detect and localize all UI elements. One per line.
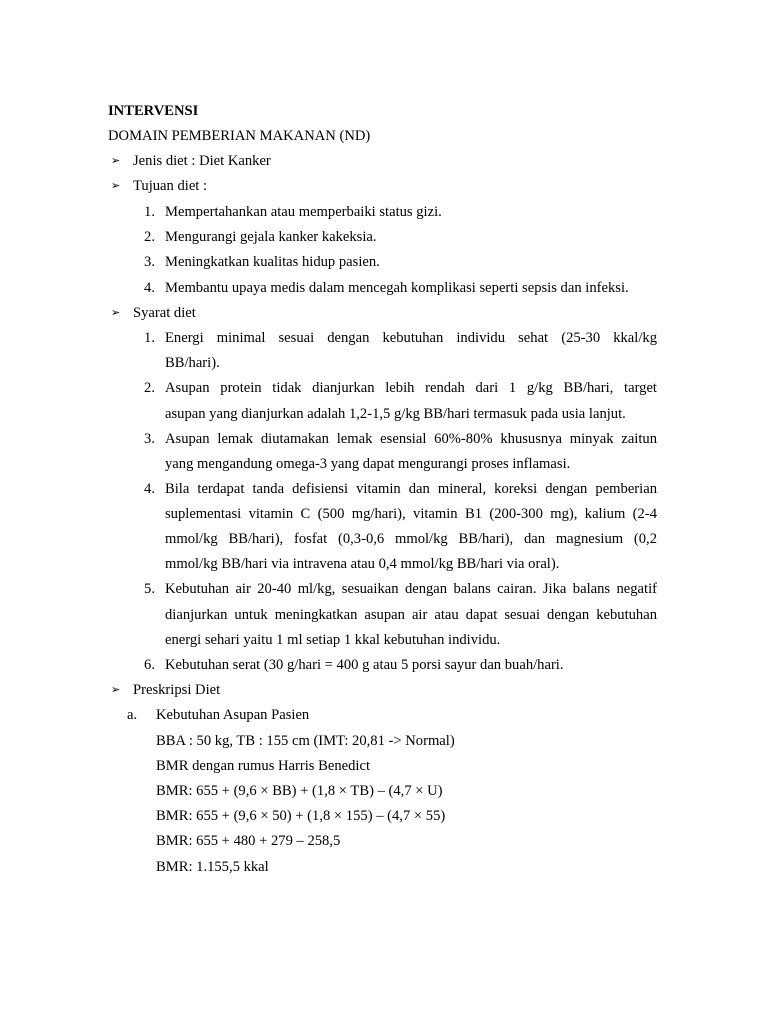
list-number: 4. bbox=[144, 481, 155, 497]
list-item-line: Bila terdapat tanda defisiensi vitamin dan mineral, koreksi dengan pemberian bbox=[165, 481, 657, 497]
list-item-line: dianjurkan untuk meningkatkan asupan air atau dapat sesuai dengan kebutuhan bbox=[165, 607, 657, 623]
list-number: 1. bbox=[144, 204, 155, 220]
bullet-arrow-icon: ➢ bbox=[111, 306, 121, 319]
sub-heading: Kebutuhan Asupan Pasien bbox=[156, 707, 310, 723]
calc-line: BBA : 50 kg, TB : 155 cm (IMT: 20,81 -> Normal) bbox=[156, 733, 455, 749]
list-number: 3. bbox=[144, 254, 155, 270]
list-number: 2. bbox=[144, 380, 155, 396]
list-number: 3. bbox=[144, 431, 155, 447]
list-item-line: Kebutuhan serat (30 g/hari = 400 g atau 5 porsi sayur dan buah/hari. bbox=[165, 657, 564, 673]
list-item-line: mmol/kg BB/hari via intravena atau 0,4 mmol/kg BB/hari via oral). bbox=[165, 556, 560, 572]
domain-title: DOMAIN PEMBERIAN MAKANAN (ND) bbox=[108, 128, 371, 144]
calc-line: BMR dengan rumus Harris Benedict bbox=[156, 758, 371, 774]
list-item-line: BB/hari). bbox=[165, 355, 220, 371]
list-item-line: Asupan lemak diutamakan lemak esensial 60%-80% khususnya minyak zaitun bbox=[165, 431, 657, 447]
preskripsi-label: Preskripsi Diet bbox=[133, 682, 221, 698]
jenis-diet-item: Jenis diet : Diet Kanker bbox=[133, 153, 271, 169]
list-number: 5. bbox=[144, 581, 155, 597]
list-number: 4. bbox=[144, 280, 155, 296]
section-heading: INTERVENSI bbox=[108, 103, 199, 119]
list-item-line: energi sehari yaitu 1 ml setiap 1 kkal kebutuhan individu. bbox=[165, 632, 501, 648]
list-item: Membantu upaya medis dalam mencegah komplikasi seperti sepsis dan infeksi. bbox=[165, 280, 629, 296]
bullet-arrow-icon: ➢ bbox=[111, 154, 121, 167]
syarat-label: Syarat diet bbox=[133, 305, 196, 321]
calc-line: BMR: 655 + (9,6 × BB) + (1,8 × TB) – (4,7 × U) bbox=[156, 783, 443, 799]
list-item-line: Asupan protein tidak dianjurkan lebih rendah dari 1 g/kg BB/hari, target bbox=[165, 380, 657, 396]
list-item-line: Kebutuhan air 20-40 ml/kg, sesuaikan dengan balans cairan. Jika balans negatif bbox=[165, 581, 657, 597]
list-item: Meningkatkan kualitas hidup pasien. bbox=[165, 254, 380, 270]
sub-letter: a. bbox=[127, 707, 138, 723]
bullet-arrow-icon: ➢ bbox=[111, 179, 121, 192]
calc-line: BMR: 655 + (9,6 × 50) + (1,8 × 155) – (4,7 × 55) bbox=[156, 808, 446, 824]
list-number: 6. bbox=[144, 657, 155, 673]
list-number: 1. bbox=[144, 330, 155, 346]
list-item-line: Energi minimal sesuai dengan kebutuhan individu sehat (25-30 kkal/kg bbox=[165, 330, 657, 346]
list-item-line: yang mengandung omega-3 yang dapat mengurangi proses inflamasi. bbox=[165, 456, 571, 472]
list-item: Mengurangi gejala kanker kakeksia. bbox=[165, 229, 377, 245]
bullet-arrow-icon: ➢ bbox=[111, 683, 121, 696]
calc-line: BMR: 1.155,5 kkal bbox=[156, 859, 269, 875]
tujuan-label: Tujuan diet : bbox=[133, 178, 208, 194]
list-item-line: asupan yang dianjurkan adalah 1,2-1,5 g/kg BB/hari termasuk pada usia lanjut. bbox=[165, 406, 626, 422]
calc-line: BMR: 655 + 480 + 279 – 258,5 bbox=[156, 833, 341, 849]
list-item-line: suplementasi vitamin C (500 mg/hari), vitamin B1 (200-300 mg), kalium (2-4 bbox=[165, 506, 657, 522]
list-item-line: mmol/kg BB/hari), fosfat (0,3-0,6 mmol/kg BB/hari), dan magnesium (0,2 bbox=[165, 531, 657, 547]
list-item: Mempertahankan atau memperbaiki status gizi. bbox=[165, 204, 442, 220]
list-number: 2. bbox=[144, 229, 155, 245]
